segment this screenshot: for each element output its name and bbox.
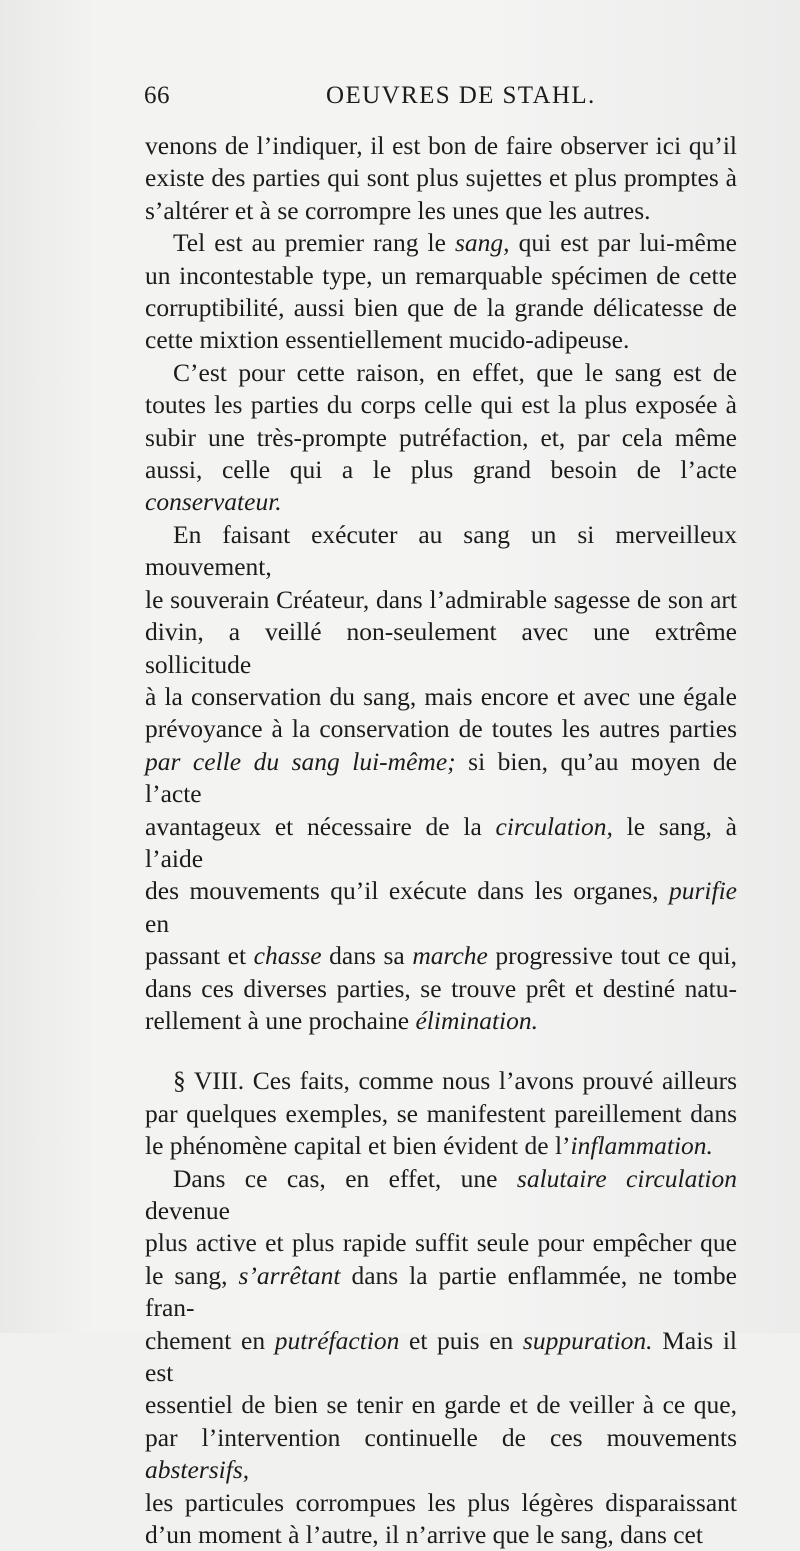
italic-text: putréfaction — [274, 1325, 400, 1355]
text-line — [145, 1130, 737, 1162]
text-run: passant et — [145, 941, 254, 971]
text-line — [145, 584, 737, 616]
text-run: un incontestable type, un remarquable spécimen de cette — [145, 260, 737, 290]
text-run: le sang, à l’aide — [145, 811, 737, 873]
text-run: prévoyance à la conservation de toutes les autres parties — [145, 714, 737, 744]
text-line — [145, 1422, 737, 1487]
text-line — [145, 1325, 737, 1390]
text-run: devenue — [145, 1196, 230, 1225]
text-run: aussi, celle qui a le plus grand besoin de l’acte — [145, 455, 737, 485]
text-run: s’altérer et à se corrompre les unes que les autres. — [145, 195, 651, 225]
text-line — [145, 357, 737, 389]
text-run: Tel est au premier rang le — [173, 228, 455, 258]
text-run: qui est par lui-même — [509, 228, 737, 258]
text-run: chement en — [145, 1325, 275, 1355]
text-line — [145, 162, 737, 194]
text-line — [145, 1227, 737, 1259]
text-run: progressive tout ce qui, — [487, 941, 737, 971]
text-run: venons de l’indiquer, il est bon de faire observer ici qu’il — [145, 131, 737, 160]
italic-text: conservateur. — [145, 487, 282, 517]
text-run: par l’intervention continuelle de ces mouvements — [145, 1422, 737, 1452]
italic-text: purifie — [669, 876, 737, 906]
text-run: des mouvements qu’il exécute dans les organes, — [145, 876, 669, 906]
italic-text: élimination. — [415, 1005, 538, 1035]
text-line — [145, 616, 737, 681]
text-line — [145, 1389, 737, 1421]
italic-text: circulation, — [495, 811, 613, 841]
page-number: 66 — [144, 82, 170, 109]
text-line — [145, 422, 737, 454]
text-line — [145, 130, 737, 162]
text-run: dans ces diverses parties, se trouve prêt et destiné natu- — [145, 973, 737, 1003]
text-run: et puis en — [399, 1325, 523, 1355]
text-run: dans sa — [321, 941, 413, 971]
text-line — [145, 324, 737, 356]
text-run: avantageux et nécessaire de la — [145, 811, 496, 841]
text-line — [145, 940, 737, 972]
text-run: En faisant exécuter au sang un si merveilleux mouvement, — [145, 519, 737, 582]
running-head: OEUVRES DE STAHL. — [326, 82, 596, 109]
text-run: dans la partie enflammée, ne tombe fran- — [145, 1260, 737, 1323]
text-run: en — [145, 908, 170, 938]
italic-text: abstersifs, — [145, 1455, 250, 1485]
italic-text: s’arrêtant — [238, 1260, 341, 1290]
text-run: essentiel de bien se tenir en garde et de veiller à ce que, — [145, 1390, 737, 1420]
text-run: corruptibilité, aussi bien que de la grande délicatesse de — [145, 293, 737, 323]
text-line — [145, 681, 737, 713]
text-line — [145, 1098, 737, 1130]
text-line — [145, 1163, 737, 1228]
text-line — [145, 1519, 737, 1551]
text-line — [145, 1005, 737, 1037]
text-line — [145, 389, 737, 421]
text-line — [145, 1487, 737, 1519]
text-run: d’un moment à l’autre, il n’arrive que le sang, dans cet — [145, 1520, 703, 1550]
body-text — [145, 130, 737, 1551]
italic-text: suppuration. — [522, 1325, 653, 1355]
text-run: Dans ce cas, en effet, une — [173, 1163, 517, 1193]
italic-text: inflammation. — [570, 1131, 713, 1161]
italic-text: salutaire circulation — [516, 1163, 738, 1193]
italic-text: par celle du sang lui-même; — [145, 746, 456, 776]
text-run: plus active et plus rapide suffit seule pour empêcher que — [145, 1228, 737, 1258]
text-line — [145, 519, 737, 584]
text-run: les particules corrompues les plus légères disparaissant — [145, 1487, 737, 1517]
text-line — [145, 454, 737, 519]
text-run: le sang, — [145, 1260, 239, 1290]
text-run: existe des parties qui sont plus sujettes et plus promptes à — [145, 163, 737, 193]
text-line — [145, 973, 737, 1005]
text-line — [145, 292, 737, 324]
text-line — [145, 713, 737, 745]
text-line — [145, 260, 737, 292]
italic-text: marche — [412, 941, 488, 971]
text-run: si bien, qu’au moyen de l’acte — [145, 746, 738, 809]
text-run: à la conservation du sang, mais encore et avec une égale — [145, 681, 737, 711]
text-run: cette mixtion essentiellement mucido-adipeuse. — [145, 325, 630, 355]
text-run: par quelques exemples, se manifestent pareillement dans — [145, 1098, 737, 1128]
text-line — [145, 875, 737, 940]
text-run: Mais il est — [145, 1325, 738, 1388]
text-line — [145, 1260, 737, 1325]
text-line — [145, 195, 737, 227]
text-line — [145, 811, 737, 876]
text-run: le phénomène capital et bien évident de l’ — [145, 1131, 571, 1161]
italic-text: chasse — [253, 941, 322, 971]
text-run: C’est pour cette raison, en effet, que le sang est de — [173, 357, 737, 387]
text-run: rellement à une prochaine — [145, 1005, 416, 1035]
text-line — [145, 227, 737, 259]
text-line — [145, 746, 737, 811]
italic-text: sang, — [454, 228, 510, 258]
text-line — [145, 1065, 737, 1097]
text-run: le souverain Créateur, dans l’admirable sagesse de son art — [145, 584, 737, 614]
page-header — [144, 82, 740, 118]
text-run: toutes les parties du corps celle qui est la plus exposée à — [145, 390, 737, 420]
text-run: § VIII. Ces faits, comme nous l’avons prouvé ailleurs — [173, 1066, 737, 1096]
text-run: divin, a veillé non-seulement avec une extrême sollicitude — [145, 617, 737, 679]
text-run: subir une très-prompte putréfaction, et, par cela même — [145, 422, 737, 452]
